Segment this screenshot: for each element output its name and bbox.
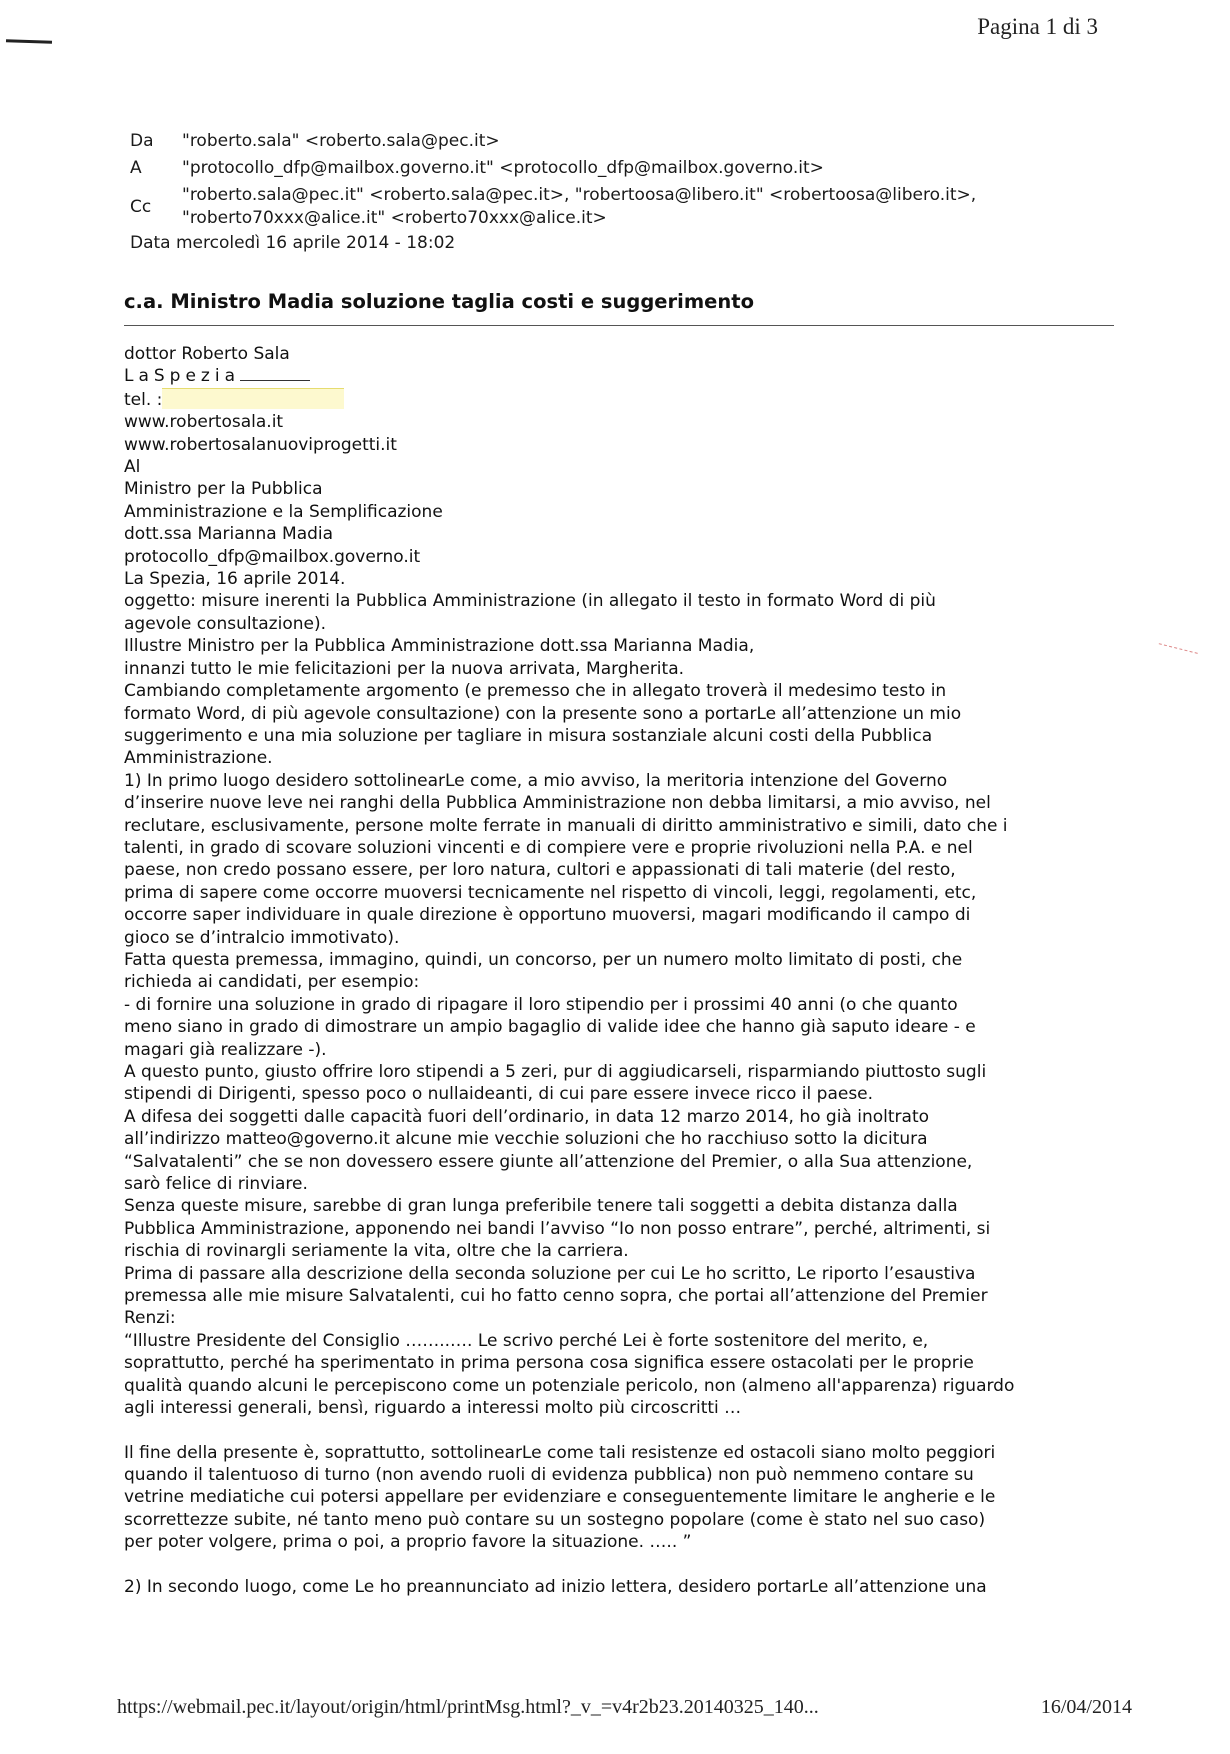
body-line: gioco se d’intralcio immotivato). — [124, 927, 400, 948]
spacer — [124, 1420, 1099, 1442]
recipient-line: protocollo_dfp@mailbox.governo.it — [124, 546, 421, 567]
sender-city-line — [124, 365, 1099, 387]
body-line: formato Word, di più agevole consultazione) con la presente sono a portarLe all’attenzione un mio — [124, 703, 962, 724]
body-line: Renzi: — [124, 1308, 176, 1329]
divider — [124, 325, 1114, 326]
to-label: A — [130, 158, 142, 178]
body-line: per poter volgere, prima o poi, a proprio favore la situazione. ….. ” — [124, 1532, 692, 1553]
from-value: "roberto.sala" <roberto.sala@pec.it> — [182, 131, 500, 151]
body-line: vetrine mediatiche cui potersi appellare per evidenziare e conseguentemente limitare le angherie e le — [124, 1487, 996, 1508]
body-line: Fatta questa premessa, immagino, quindi, un concorso, per un numero molto limitato di posti, che — [124, 949, 963, 970]
body-line: Cambiando completamente argomento (e premesso che in allegato troverà il medesimo testo in — [124, 681, 947, 702]
body-line: scorrettezze subite, né tanto meno può contare su un sostegno popolare (come è stato nel suo caso) — [124, 1509, 986, 1530]
body-line: A questo punto, giusto offrire loro stipendi a 5 zeri, pur di aggiudicarseli, risparmiando piuttosto sugli — [124, 1062, 987, 1082]
recipient-line: Ministro per la Pubblica — [124, 479, 323, 500]
body-line: reclutare, esclusivamente, persone molte ferrate in manuali di diritto amministrativo e simili, dato che i — [124, 815, 1008, 836]
body-line: “Salvatalenti” che se non dovessero essere giunte all’attenzione del Premier, o alla Sua attenzione, — [124, 1151, 973, 1172]
recipient-line: La Spezia, 16 aprile 2014. — [124, 569, 346, 590]
body-line: Prima di passare alla descrizione della seconda soluzione per cui Le ho scritto, Le riporto l’esaustiva — [124, 1263, 976, 1284]
redacted-phone-highlight — [162, 388, 344, 409]
recipient-block — [124, 456, 1099, 590]
body-line: occorre saper individuare in quale direzione è opportuno muoversi, magari modificando il campo di — [124, 905, 971, 926]
cc-value-line: "roberto.sala@pec.it" <roberto.sala@pec.it>, "robertoosa@libero.it" <robertoosa@libero.it>, — [182, 185, 977, 205]
cc-label: Cc — [130, 197, 152, 217]
sender-city: LaSpezia — [124, 366, 240, 387]
body-line: 1) In primo luogo desidero sottolinearLe come, a mio avviso, la meritoria intenzione del Governo — [124, 770, 948, 791]
body-line: paese, non credo possano essere, per loro natura, cultori e appassionati di tali materie (del resto, — [124, 860, 956, 881]
body-line: talenti, in grado di scovare soluzioni vincenti e di compiere vere e proprie rivoluzioni nella P.A. e nel — [124, 837, 973, 858]
footer-url: https://webmail.pec.it/layout/origin/html/printMsg.html?_v_=v4r2b23.20140325_140... — [117, 1696, 819, 1718]
body-line: quando il talentuoso di turno (non avendo ruoli di evidenza pubblica) non può nemmeno contare su — [124, 1464, 974, 1485]
body-line: Pubblica Amministrazione, apponendo nei bandi l’avviso “Io non posso entrare”, perché, altrimenti, si — [124, 1218, 991, 1239]
body-line: Senza queste misure, sarebbe di gran lunga preferibile tenere tali soggetti a debita distanza dalla — [124, 1196, 958, 1217]
cc-value-line: "roberto70xxx@alice.it" <roberto70xxx@alice.it> — [182, 208, 607, 228]
recipient-line: dott.ssa Marianna Madia — [124, 524, 334, 545]
body-paragraphs — [124, 590, 1099, 1419]
body-line: premessa alle mie misure Salvatalenti, cui ho fatto cenno sopra, che portai all’attenzione del Premier — [124, 1286, 988, 1307]
page-number-header: Pagina 1 di 3 — [977, 14, 1098, 39]
body-line: sarò felice di rinviare. — [124, 1174, 308, 1195]
sender-name: dottor Roberto Sala — [124, 344, 290, 364]
spacer — [124, 1554, 1099, 1576]
page-footer — [117, 1696, 1132, 1719]
sender-website: www.robertosala.it — [124, 412, 284, 433]
body-line: qualità quando alcuni le percepiscono come un potenziale pericolo, non (almeno all'apparenza) riguardo — [124, 1375, 1015, 1396]
body-line: magari già realizzare -). — [124, 1039, 327, 1060]
body-line: meno siano in grado di dimostrare un ampio bagaglio di valide idee che hanno già saputo ideare - e — [124, 1017, 976, 1038]
underline — [240, 380, 310, 381]
body-line: suggerimento e una mia soluzione per tagliare in misura sostanziale alcuni costi della Pubblica — [124, 725, 933, 746]
body-line: rischia di rovinargli seriamente la vita, oltre che la carriera. — [124, 1241, 629, 1262]
body-line: innanzi tutto le mie felicitazioni per la nuova arrivata, Margherita. — [124, 658, 685, 679]
body-line: - di fornire una soluzione in grado di ripagare il loro stipendio per i prossimi 40 anni (o che quanto — [124, 994, 958, 1015]
body-line: richieda ai candidati, per esempio: — [124, 972, 420, 993]
to-row — [130, 157, 1130, 180]
body-line: agli interessi generali, bensì, riguardo a interessi molto più circoscritti … — [124, 1398, 742, 1419]
body-line: prima di sapere come occorre muoversi tecnicamente nel rispetto di vincoli, leggi, regolamenti, etc, — [124, 882, 977, 903]
from-row — [130, 130, 1130, 153]
email-header — [130, 130, 1130, 255]
body-line: 2) In secondo luogo, come Le ho preannunciato ad inizio lettera, desidero portarLe all’attenzione una — [124, 1576, 987, 1597]
body-line: d’inserire nuove leve nei ranghi della Pubblica Amministrazione non debba limitarsi, a mio avviso, nel — [124, 793, 991, 814]
body-line: agevole consultazione). — [124, 613, 326, 634]
body-line: stipendi di Dirigenti, spesso poco o nullaideanti, di cui pare essere invece ricco il paese. — [124, 1084, 874, 1105]
letter-body — [124, 343, 1099, 1598]
tel-label: tel. : — [124, 389, 163, 410]
body-line: Amministrazione. — [124, 748, 273, 769]
sender-tel-line — [124, 388, 1099, 411]
footer-date: 16/04/2014 — [1040, 1696, 1132, 1718]
date-line: Data mercoledì 16 aprile 2014 - 18:02 — [130, 233, 456, 253]
cc-row — [130, 184, 1130, 230]
scan-mark — [1158, 643, 1198, 656]
from-label: Da — [130, 131, 154, 151]
to-value: "protocollo_dfp@mailbox.governo.it" <protocollo_dfp@mailbox.governo.it> — [182, 158, 824, 178]
email-subject: c.a. Ministro Madia soluzione taglia costi e suggerimento — [124, 290, 754, 313]
recipient-line: Al — [124, 457, 141, 478]
body-line: “Illustre Presidente del Consiglio ……..…. Le scrivo perché Lei è forte sostenitore del merito, e, — [124, 1330, 929, 1351]
body-line: soprattutto, perché ha sperimentato in prima persona cosa significa essere ostacolati per le proprie — [124, 1353, 974, 1374]
body-line: Illustre Ministro per la Pubblica Amministrazione dott.ssa Marianna Madia, — [124, 636, 755, 657]
recipient-line: Amministrazione e la Semplificazione — [124, 501, 443, 522]
closing-paragraph — [124, 1576, 1099, 1598]
body-line: Il fine della presente è, soprattutto, sottolinearLe come tali resistenze ed ostacoli siano molto peggiori — [124, 1442, 996, 1463]
quote-paragraph — [124, 1442, 1099, 1554]
body-line: all’indirizzo matteo@governo.it alcune mie vecchie soluzioni che ho racchiuso sotto la dicitura — [124, 1129, 928, 1150]
body-line: A difesa dei soggetti dalle capacità fuori dell’ordinario, in data 12 marzo 2014, ho già inoltrato — [124, 1106, 930, 1127]
scan-mark — [6, 39, 52, 44]
body-line: oggetto: misure inerenti la Pubblica Amministrazione (in allegato il testo in formato Word di più — [124, 591, 936, 612]
sender-website: www.robertosalanuoviprogetti.it — [124, 434, 397, 455]
